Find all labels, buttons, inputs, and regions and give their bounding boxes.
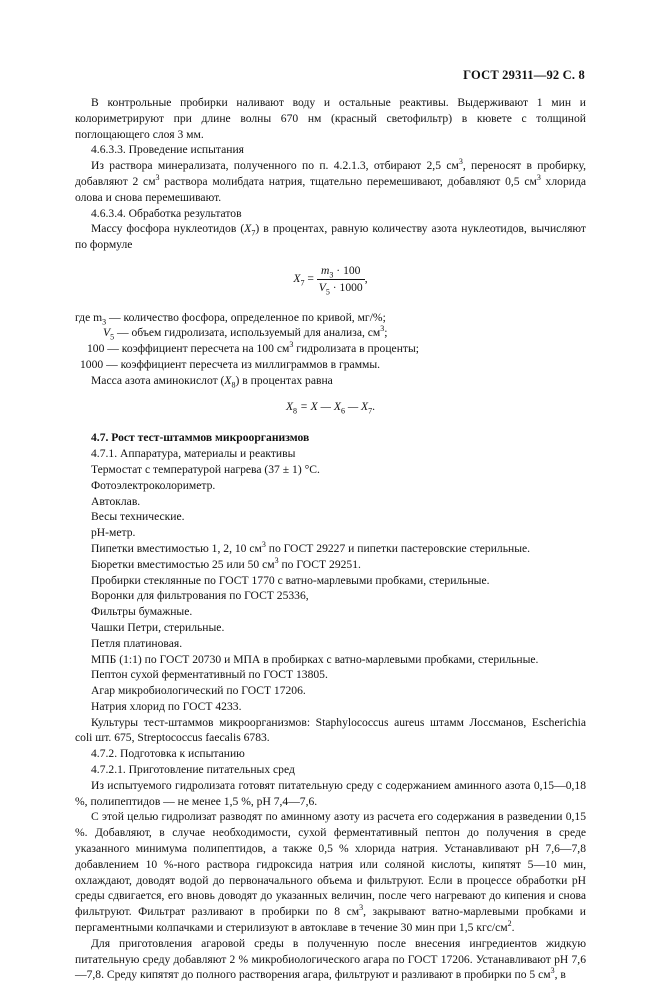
paragraph: С этой целью гидролизат разводят по аминному азоту из расчета его содержания в разведении 0,15 %. Добавляют, в случае необходимости, сухой ферментативный пептон до получения в среде указанного минимума полипептидов, а также 0,5 % хлорида натрия. Устанавливают рН 7,6—7,8 добавлением 10 %-ного раствора гидроксида натрия или соляной кислоты, кипятят 5—10 мин, охлаждают, доводят водой до первоначального объема и фильтруют. Если в процессе обработки рН среды сдвигается, его вновь доводят до указанных величин, после чего нагревают до кипения и снова фильтруют. Фильтрат разливают в пробирки по 8 $см^3$, закрывают ватно-марлевыми пробками и пергаментными колпачками и стерилизуют в автоклаве в течение 30 мин при 1,5 кгс/$см^2$.	[75, 810, 586, 935]
formula-x8: $X_8 = X$ — $X_6$ — $X_7$.	[285, 399, 376, 415]
paragraph: Массу фосфора нуклеотидов $(X_7)$ в процентах, равную количеству азота нуклеотидов, вычисляют по формуле	[75, 222, 587, 252]
subsection-heading: 4.7.2. Подготовка к испытанию	[91, 747, 245, 761]
paragraph: Из испытуемого гидролизата готовят питательную среду с содержанием аминного азота 0,15—0,18 %, полипептидов — не менее 1,5 %, рН 7,4—7,6.	[75, 778, 586, 808]
formula-legend	[75, 310, 586, 373]
legend-line: где $m_3$ — количество фосфора, определенное по кривой, мг/%;	[75, 310, 386, 326]
list-item: Пипетки вместимостью 1, 2, 10 $см^3$ по ГОСТ 29227 и пипетки пастеровские стерильные.	[91, 540, 531, 555]
subsection-heading: 4.6.3.3. Проведение испытания	[91, 143, 244, 157]
list-item: Термостат с температурой нагрева (37 ± 1) °С.	[91, 462, 320, 476]
paragraph: Для приготовления агаровой среды в полученную после внесения ингредиентов жидкую питательную среду добавляют 2 % микробиологического агара по ГОСТ 17206. Устанавливают рН 7,6—7,8. Среду кипятят до полного растворения агара, фильтруют и разливают в пробирки по 5 $см^3$, в	[75, 936, 586, 982]
list-item: Петля платиновая.	[91, 636, 183, 650]
list-item: Весы технические.	[91, 510, 185, 524]
document-body	[75, 95, 586, 983]
list-item: Чашки Петри, стерильные.	[91, 620, 225, 634]
paragraph: Из раствора минерализата, полученного по п. 4.2.1.3, отбирают 2,5 $см^3$, переносят в пробирку, добавляют 2 $см^3$ раствора молибдата натрия, тщательно перемешивают, добавляют 0,5 $см^3$ хлорида олова и снова перемешивают.	[75, 157, 586, 204]
list-item: Пептон сухой ферментативный по ГОСТ 13805.	[91, 668, 328, 682]
formula-x7: $X_7$ = $\frac{m_3 \cdot 100}{V_5 \cdot 1000}$ ,	[293, 263, 368, 297]
list-item: Культуры тест-штаммов микроорганизмов: Staphylococcus aureus штамм Лоссманов, Escherichia coli шт. 675, Streptococcus faecalis 6783.	[75, 715, 586, 745]
page-header: ГОСТ 29311—92 С. 8	[463, 68, 585, 82]
legend-line: 100 — коэффициент пересчета на 100 $см^3$ гидролизата в проценты;	[87, 340, 419, 356]
section-heading: 4.7. Рост тест-штаммов микроорганизмов	[91, 431, 310, 445]
list-item: Пробирки стеклянные по ГОСТ 1770 с ватно-марлевыми пробками, стерильные.	[91, 573, 490, 587]
list-item: Фотоэлектроколориметр.	[91, 478, 216, 492]
list-item: МПБ (1:1) по ГОСТ 20730 и МПА в пробирках с ватно-марлевыми пробками, стерильные.	[91, 652, 539, 666]
list-item: Бюретки вместимостью 25 или 50 $см^3$ по ГОСТ 29251.	[91, 555, 361, 571]
paragraph: В контрольные пробирки наливают воду и остальные реактивы. Выдерживают 1 мин и колориметрируют при длине волны 670 нм (красный светофильтр) в кювете с толщиной поглощающего слоя 3 мм.	[75, 96, 586, 141]
list-item: рН-метр.	[91, 526, 136, 540]
list-item: Фильтры бумажные.	[91, 605, 193, 619]
list-item: Автоклав.	[91, 494, 141, 508]
legend-line: $V_5$ — объем гидролизата, используемый для анализа, $см^3$;	[103, 324, 388, 342]
list-item: Натрия хлорид по ГОСТ 4233.	[91, 699, 242, 713]
subsection-heading: 4.6.3.4. Обработка результатов	[91, 206, 242, 220]
paragraph: Масса азота аминокислот $(X_8)$ в процентах равна	[91, 373, 333, 390]
list-item: Воронки для фильтрования по ГОСТ 25336,	[91, 589, 309, 603]
subsection-heading: 4.7.2.1. Приготовление питательных сред	[91, 763, 295, 777]
list-item: Агар микробиологический по ГОСТ 17206.	[91, 684, 306, 698]
subsection-heading: 4.7.1. Аппаратура, материалы и реактивы	[91, 447, 296, 461]
legend-line: 1000 — коэффициент пересчета из миллиграммов в граммы.	[80, 357, 381, 371]
